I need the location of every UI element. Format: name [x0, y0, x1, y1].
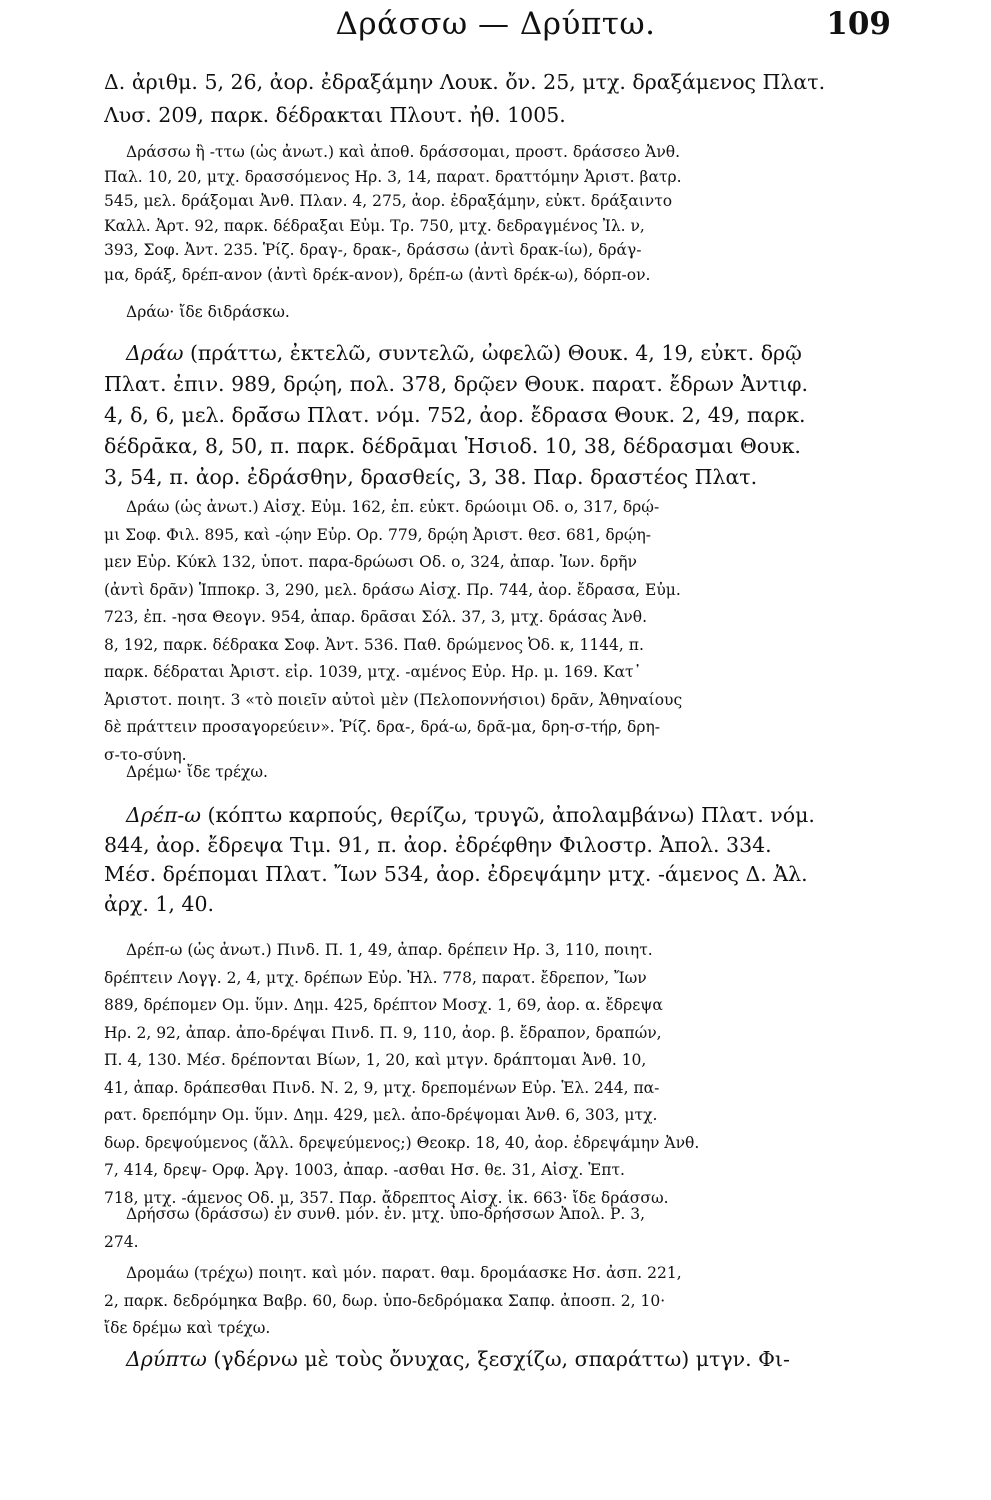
text-line: 274.: [104, 1232, 139, 1251]
text-line: Π. 4, 130. Μέσ. δρέπονται Βίων, 1, 20, καὶ μτγν. δράπτομαι Ἀνθ. 10,: [104, 1051, 647, 1069]
text-line: [104, 801, 888, 831]
headword: Δρέπ-ω: [126, 803, 201, 827]
text-line: δέδρᾱκα, 8, 50, π. παρκ. δέδρᾱμαι Ἡσιοδ. 10, 38, δέδρασμαι Θουκ.: [104, 434, 801, 458]
text-line: σ-το-σύνη.: [104, 745, 187, 764]
text-line: 393, Σοφ. Ἀντ. 235. Ῥίζ. δραγ-, δρακ-, δράσσω (ἀντὶ δρακ-ίω), δράγ-: [104, 241, 642, 259]
text-line: Δρέμω· ἴδε τρέχω.: [126, 763, 268, 781]
text-line: Λυσ. 209, παρκ. δέδρακται Πλουτ. ἠθ. 1005.: [104, 103, 566, 127]
entry-drao-details: [104, 494, 888, 769]
entry-dresso: [104, 1201, 888, 1256]
entry-drao: [104, 338, 888, 493]
text-line: 889, δρέπομεν Ομ. ὕμν. Δημ. 425, δρέπτον Μοσχ. 1, 69, ἀορ. α. ἔδρεψα: [104, 996, 663, 1014]
text-line: 723, ἐπ. -ησα Θεογν. 954, ἀπαρ. δρᾶσαι Σόλ. 37, 3, μτχ. δράσας Ἀνθ.: [104, 608, 647, 626]
text-line: 4, δ, 6, μελ. δρᾱ́σω Πλατ. νόμ. 752, ἀορ. ἔδρασα Θουκ. 2, 49, παρκ.: [104, 403, 806, 427]
text-line: δωρ. δρεψούμενος (ἄλλ. δρεψεύμενος;) Θεοκρ. 18, 40, ἀορ. ἐδρεψάμην Ἀνθ.: [104, 1133, 700, 1152]
text-line: παρκ. δέδραται Ἀριστ. εἰρ. 1039, μτχ. -αμένος Εὐρ. Ηρ. μ. 169. Κατ᾽: [104, 663, 642, 681]
text-line: 844, ἀορ. ἔδρεψα Τιμ. 91, π. ἀορ. ἐδρέφθην Φιλοστρ. Ἀπολ. 334.: [104, 832, 772, 857]
text-line: 2, παρκ. δεδρόμηκα Βαβρ. 60, δωρ. ὑπο-δεδρόμακα Σαπφ. ἀποσπ. 2, 10·: [104, 1291, 666, 1310]
text-line: Δρέπ-ω (ὡς ἀνωτ.) Πινδ. Π. 1, 49, ἀπαρ. δρέπειν Ηρ. 3, 110, ποιητ.: [126, 941, 653, 959]
text-line: 718, μτχ. -άμενος Οδ. μ, 357. Παρ. ἄδρεπτος Αἰσχ. ἱκ. 663· ἴδε δράσσω.: [104, 1188, 669, 1207]
page-number: 109: [826, 6, 891, 42]
text-line: Παλ. 10, 20, μτχ. δρασσόμενος Ηρ. 3, 14, παρατ. δραττόμην Ἀριστ. βατρ.: [104, 167, 682, 186]
text-line: δὲ πράττειν προσαγορεύειν». Ῥίζ. δρα-, δρά-ω, δρᾶ-μα, δρη-σ-τήρ, δρη-: [104, 718, 661, 736]
text-segment: (γδέρνω μὲ τοὺς ὄνυχας, ξεσχίζω, σπαράττω) μτγν. Φι-: [206, 1347, 790, 1371]
text-line: μα, δράξ, δρέπ-ανον (ἀντὶ δρέκ-ανον), δρέπ-ω (ἀντὶ δρέκ-ω), δόρπ-ον.: [104, 265, 651, 284]
text-line: Ἀριστοτ. ποιητ. 3 «τὸ ποιεῖν αὐτοὶ μὲν (Πελοποννήσιοι) δρᾶν, Ἀθηναίους: [104, 690, 683, 709]
text-line: δρέπτειν Λογγ. 2, 4, μτχ. δρέπων Εὐρ. Ἠλ. 778, παρατ. ἔδρεπον, Ἴων: [104, 968, 647, 987]
text-line: 545, μελ. δράξομαι Ἀνθ. Πλαν. 4, 275, ἀορ. ἐδραξάμην, εὐκτ. δράξαιντο: [104, 192, 673, 210]
entry-drasso-details: [104, 140, 888, 287]
text-line: Δ. ἀριθμ. 5, 26, ἀορ. ἐδραξάμην Λουκ. ὄν. 25, μτχ. δραξάμενος Πλατ.: [104, 70, 826, 94]
text-line: (ἀντὶ δρᾶν) Ἱπποκρ. 3, 290, μελ. δράσω Αἰσχ. Πρ. 744, ἀορ. ἔδρασα, Εὐμ.: [104, 580, 681, 599]
entry-drepo: [104, 801, 888, 919]
entry-drypto: [104, 1344, 888, 1374]
text-line: 3, 54, π. ἀορ. ἐδράσθην, δρασθείς, 3, 38. Παρ. δραστέος Πλατ.: [104, 465, 758, 489]
text-line: 7, 414, δρεψ- Ορφ. Ἀργ. 1003, ἀπαρ. -ασθαι Ησ. θε. 31, Αἰσχ. Ἑπτ.: [104, 1161, 625, 1179]
text-line: Δράσσω ἢ -ττω (ὡς ἀνωτ.) καὶ ἀποθ. δράσσομαι, προστ. δράσσεο Ἀνθ.: [126, 143, 681, 161]
entry-dromao: [104, 1260, 888, 1343]
text-line: [104, 338, 888, 369]
entry-continuation: [104, 66, 888, 132]
text-line: ἴδε δρέμω καὶ τρέχω.: [104, 1319, 271, 1337]
text-line: Πλατ. ἐπιν. 989, δρῴη, πολ. 378, δρῷεν Θουκ. παρατ. ἔδρων Ἀντιφ.: [104, 372, 809, 396]
text-line: Δράω (ὡς ἀνωτ.) Αἰσχ. Εὐμ. 162, ἐπ. εὐκτ. δρώοιμι Οδ. ο, 317, δρῴ-: [126, 498, 660, 516]
text-line: ρατ. δρεπόμην Ομ. ὕμν. Δημ. 429, μελ. ἀπο-δρέψομαι Ἀνθ. 6, 303, μτχ.: [104, 1106, 658, 1124]
text-line: 8, 192, παρκ. δέδρακα Σοφ. Ἀντ. 536. Παθ. δρώμενος Ὀδ. κ, 1144, π.: [104, 635, 644, 654]
text-line: μι Σοφ. Φιλ. 895, καὶ -ῴην Εὐρ. Ορ. 779, δρῴη Ἀριστ. θεσ. 681, δρῴη-: [104, 525, 651, 544]
running-head: Δράσσω — Δρύπτω.: [335, 6, 656, 42]
text-line: Μέσ. δρέπομαι Πλατ. Ἴων 534, ἀορ. ἐδρεψάμην μτχ. -άμενος Δ. Ἀλ.: [104, 862, 808, 886]
text-line: [104, 1344, 888, 1374]
text-line: Δρομάω (τρέχω) ποιητ. καὶ μόν. παρατ. θαμ. δρομάασκε Ησ. ἀσπ. 221,: [126, 1264, 682, 1282]
entry-drao-crossref: [104, 300, 888, 325]
headword: Δρύπτω: [126, 1347, 207, 1371]
text-line: ἀρχ. 1, 40.: [104, 891, 215, 916]
text-line: Ηρ. 2, 92, ἀπαρ. ἀπο-δρέψαι Πινδ. Π. 9, 110, ἀορ. β. ἔδραπον, δραπών,: [104, 1023, 662, 1042]
text-line: 41, ἀπαρ. δράπεσθαι Πινδ. Ν. 2, 9, μτχ. δρεπομένων Εὐρ. Ἑλ. 244, πα-: [104, 1078, 660, 1097]
headword: Δράω: [126, 341, 184, 365]
text-segment: (κόπτω καρπούς, θερίζω, τρυγῶ, ἀπολαμβάνω) Πλατ. νόμ.: [200, 803, 815, 827]
entry-drepo-details: [104, 937, 888, 1212]
text-line: μεν Εὐρ. Κύκλ 132, ὑποτ. παρα-δρώωσι Οδ. ο, 324, ἀπαρ. Ἰων. δρῆν: [104, 553, 637, 571]
text-line: Καλλ. Ἀρτ. 92, παρκ. δέδραξαι Εὐμ. Τρ. 750, μτχ. δεδραγμένος Ἰλ. ν,: [104, 216, 645, 235]
text-line: Δράω· ἴδε διδράσκω.: [126, 303, 290, 321]
text-line: Δρήσσω (δράσσω) ἐν συνθ. μόν. ἐν. μτχ. ὑπο-δρήσσων Ἀπολ. Ρ. 3,: [126, 1205, 646, 1223]
text-segment: (πράττω, ἐκτελῶ, συντελῶ, ὠφελῶ) Θουκ. 4, 19, εὐκτ. δρῷ: [183, 341, 802, 365]
entry-dremo-crossref: [104, 760, 888, 785]
